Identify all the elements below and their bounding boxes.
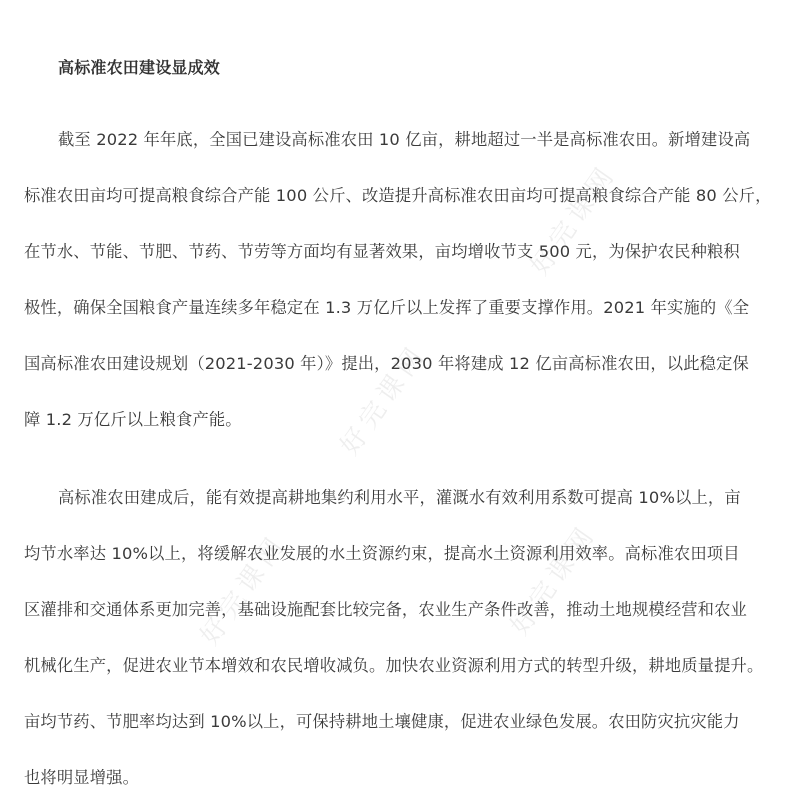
paragraph-line: 在节水、节能、节肥、节药、节劳等方面均有显著效果，亩均增收节支 500 元，为保护农民种粮积 [24,242,740,261]
section-title: 高标准农田建设显成效 [58,58,221,77]
paragraph-line: 高标准农田建成后，能有效提高耕地集约利用水平，灌溉水有效利用系数可提高 10%以上，亩 [58,488,741,507]
watermark: 好完课网 [504,518,603,641]
watermark: 好完课网 [334,338,433,461]
paragraph-line: 亩均节药、节肥率均达到 10%以上，可保持耕地土壤健康，促进农业绿色发展。农田防灾抗灾能力 [24,712,740,731]
watermark: 好完课网 [524,158,623,281]
paragraph-line: 截至 2022 年年底，全国已建设高标准农田 10 亿亩，耕地超过一半是高标准农田。新增建设高 [58,130,751,149]
paragraph-line: 极性，确保全国粮食产量连续多年稳定在 1.3 万亿斤以上发挥了重要支撑作用。2021 年实施的《全 [24,298,750,317]
paragraph-line: 障 1.2 万亿斤以上粮食产能。 [24,410,242,429]
paragraph-line: 机械化生产，促进农业节本增效和农民增收减负。加快农业资源利用方式的转型升级，耕地质量提升。 [24,656,764,675]
watermark: 好完课网 [194,528,293,651]
paragraph-line: 区灌排和交通体系更加完善，基础设施配套比较完备，农业生产条件改善，推动土地规模经营和农业 [24,600,747,619]
paragraph-line: 国高标准农田建设规划（2021-2030 年）》提出，2030 年将建成 12 亿亩高标准农田，以此稳定保 [24,354,749,373]
paragraph-line: 标准农田亩均可提高粮食综合产能 100 公斤、改造提升高标准农田亩均可提高粮食综合产能 80 公斤， [24,186,772,205]
paragraph-line: 均节水率达 10%以上，将缓解农业发展的水土资源约束，提高水土资源利用效率。高标准农田项目 [24,544,740,563]
paragraph-line: 也将明显增强。 [24,768,140,787]
